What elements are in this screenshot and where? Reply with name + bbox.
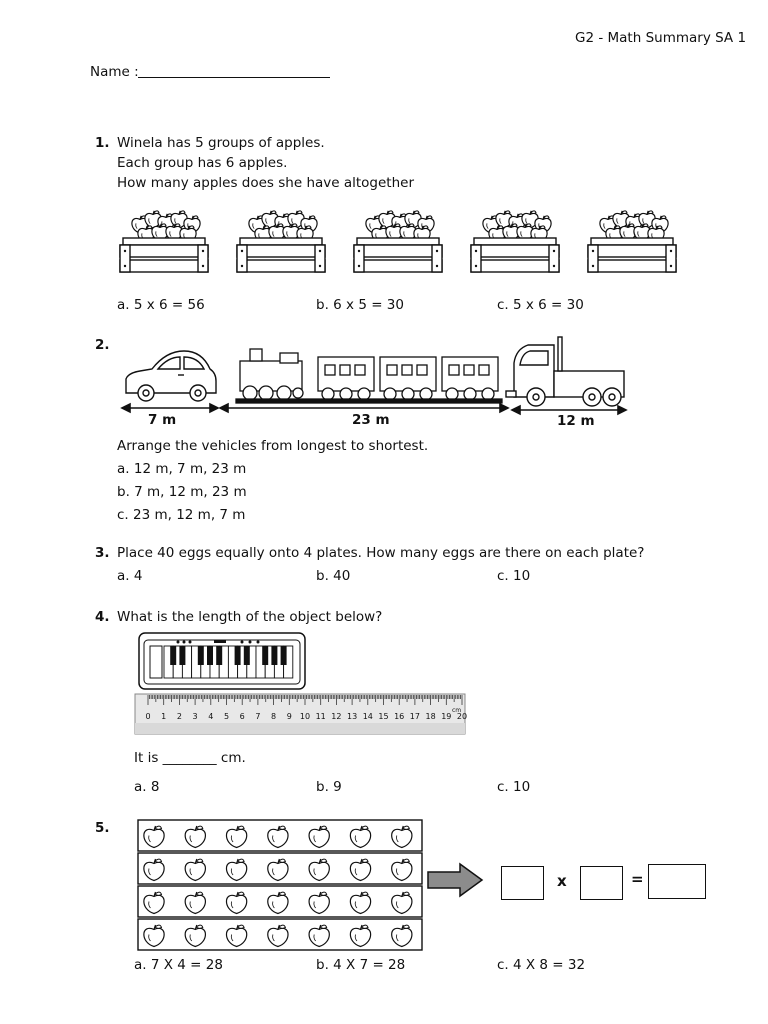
ruler-tick-label: 18 [425,712,436,721]
ruler-tick-label: 2 [176,712,182,721]
q3-option-b[interactable]: b. 40 [316,568,351,584]
q2-option-b[interactable]: b. 7 m, 12 m, 23 m [117,484,247,500]
ruler-tick-label: 0 [145,712,151,721]
equals-sign: = [631,870,644,888]
ruler-tick-label: 19 [441,712,452,721]
q4-option-b[interactable]: b. 9 [316,779,342,795]
apple-row [138,853,422,884]
ruler-image [134,693,468,737]
ruler-tick-label: 8 [271,712,277,721]
train-icon [236,349,502,403]
q5-option-a[interactable]: a. 7 X 4 = 28 [134,957,223,973]
ruler-tick-label: 20 [456,712,468,721]
q1-line-1: Winela has 5 groups of apples. [117,135,325,151]
q1-line-2: Each group has 6 apples. [117,155,288,171]
q4-number: 4. [95,609,110,625]
apple-crate-icon [237,211,325,272]
train-length-label: 23 m [352,412,390,428]
name-label: Name : [90,64,139,80]
q3-number: 3. [95,545,110,561]
q5-option-b[interactable]: b. 4 X 7 = 28 [316,957,406,973]
ruler-tick-label: 5 [223,712,230,721]
truck-icon [506,337,624,406]
q2-number: 2. [95,337,110,353]
apple-array-illustration [136,818,426,952]
q4-option-c[interactable]: c. 10 [497,779,531,795]
black-key [207,646,213,665]
q1-line-3: How many apples does she have altogether [117,175,415,191]
black-key [216,646,222,665]
apple-row [138,820,422,851]
ruler-tick-label: 3 [192,712,198,721]
keyboard-toy-image [138,632,308,692]
ruler-tick-label: 12 [331,712,342,721]
ruler-tick-label: 13 [347,712,358,721]
ruler-tick-label: 1 [161,712,167,721]
q1-option-c[interactable]: c. 5 x 6 = 30 [497,297,584,313]
ruler-tick-label: 6 [239,712,245,721]
apple-crate-icon [588,211,676,272]
black-key [235,646,241,665]
apple-row [138,919,422,950]
q5-option-c[interactable]: c. 4 X 8 = 32 [497,957,586,973]
q1-option-a[interactable]: a. 5 x 6 = 56 [117,297,205,313]
q2-prompt: Arrange the vehicles from longest to shortest. [117,438,429,454]
ruler-tick-label: 16 [394,712,405,721]
ruler-tick-label: 10 [299,712,311,721]
apple-row [138,886,422,917]
q2-option-c[interactable]: c. 23 m, 12 m, 7 m [117,507,246,523]
q3-option-c[interactable]: c. 10 [497,568,531,584]
apple-crates-illustration [0,0,768,300]
q1-option-b[interactable]: b. 6 x 5 = 30 [316,297,404,313]
ruler-tick-label: 14 [362,712,373,721]
black-key [271,646,277,665]
ruler-tick-label: 4 [208,712,214,721]
apple-crate-icon [471,211,559,272]
black-key [244,646,250,665]
ruler-tick-label: 9 [286,712,292,721]
ruler-tick-label: 11 [315,712,326,721]
q4-prompt: What is the length of the object below? [117,609,383,625]
ruler-tick-label: 17 [409,712,420,721]
q4-fill-in-blank[interactable]: It is ________ cm. [134,750,246,766]
apple-crate-icon [354,211,442,272]
product-box[interactable] [648,864,706,899]
times-sign: x [557,872,567,890]
car-length-label: 7 m [148,412,177,428]
q3-prompt: Place 40 eggs equally onto 4 plates. How many eggs are there on each plate? [117,545,645,561]
ruler-tick-label: 15 [378,712,389,721]
ruler-tick-label: 7 [255,712,261,721]
car-icon [126,351,216,401]
black-key [170,646,176,665]
q4-option-a[interactable]: a. 8 [134,779,160,795]
ruler-unit-label: cm [452,707,462,714]
q2-option-a[interactable]: a. 12 m, 7 m, 23 m [117,461,247,477]
black-key [198,646,204,665]
worksheet-title: G2 - Math Summary SA 1 [575,30,747,46]
q1-number: 1. [95,135,110,151]
black-key [262,646,268,665]
q5-number: 5. [95,820,110,836]
multiplier-box[interactable] [580,866,623,900]
q3-option-a[interactable]: a. 4 [117,568,143,584]
black-key [281,646,287,665]
multiplicand-box[interactable] [501,866,544,900]
apple-crate-icon [120,211,208,272]
black-key [179,646,185,665]
truck-length-label: 12 m [557,413,595,429]
arrow-right-icon [426,862,486,898]
